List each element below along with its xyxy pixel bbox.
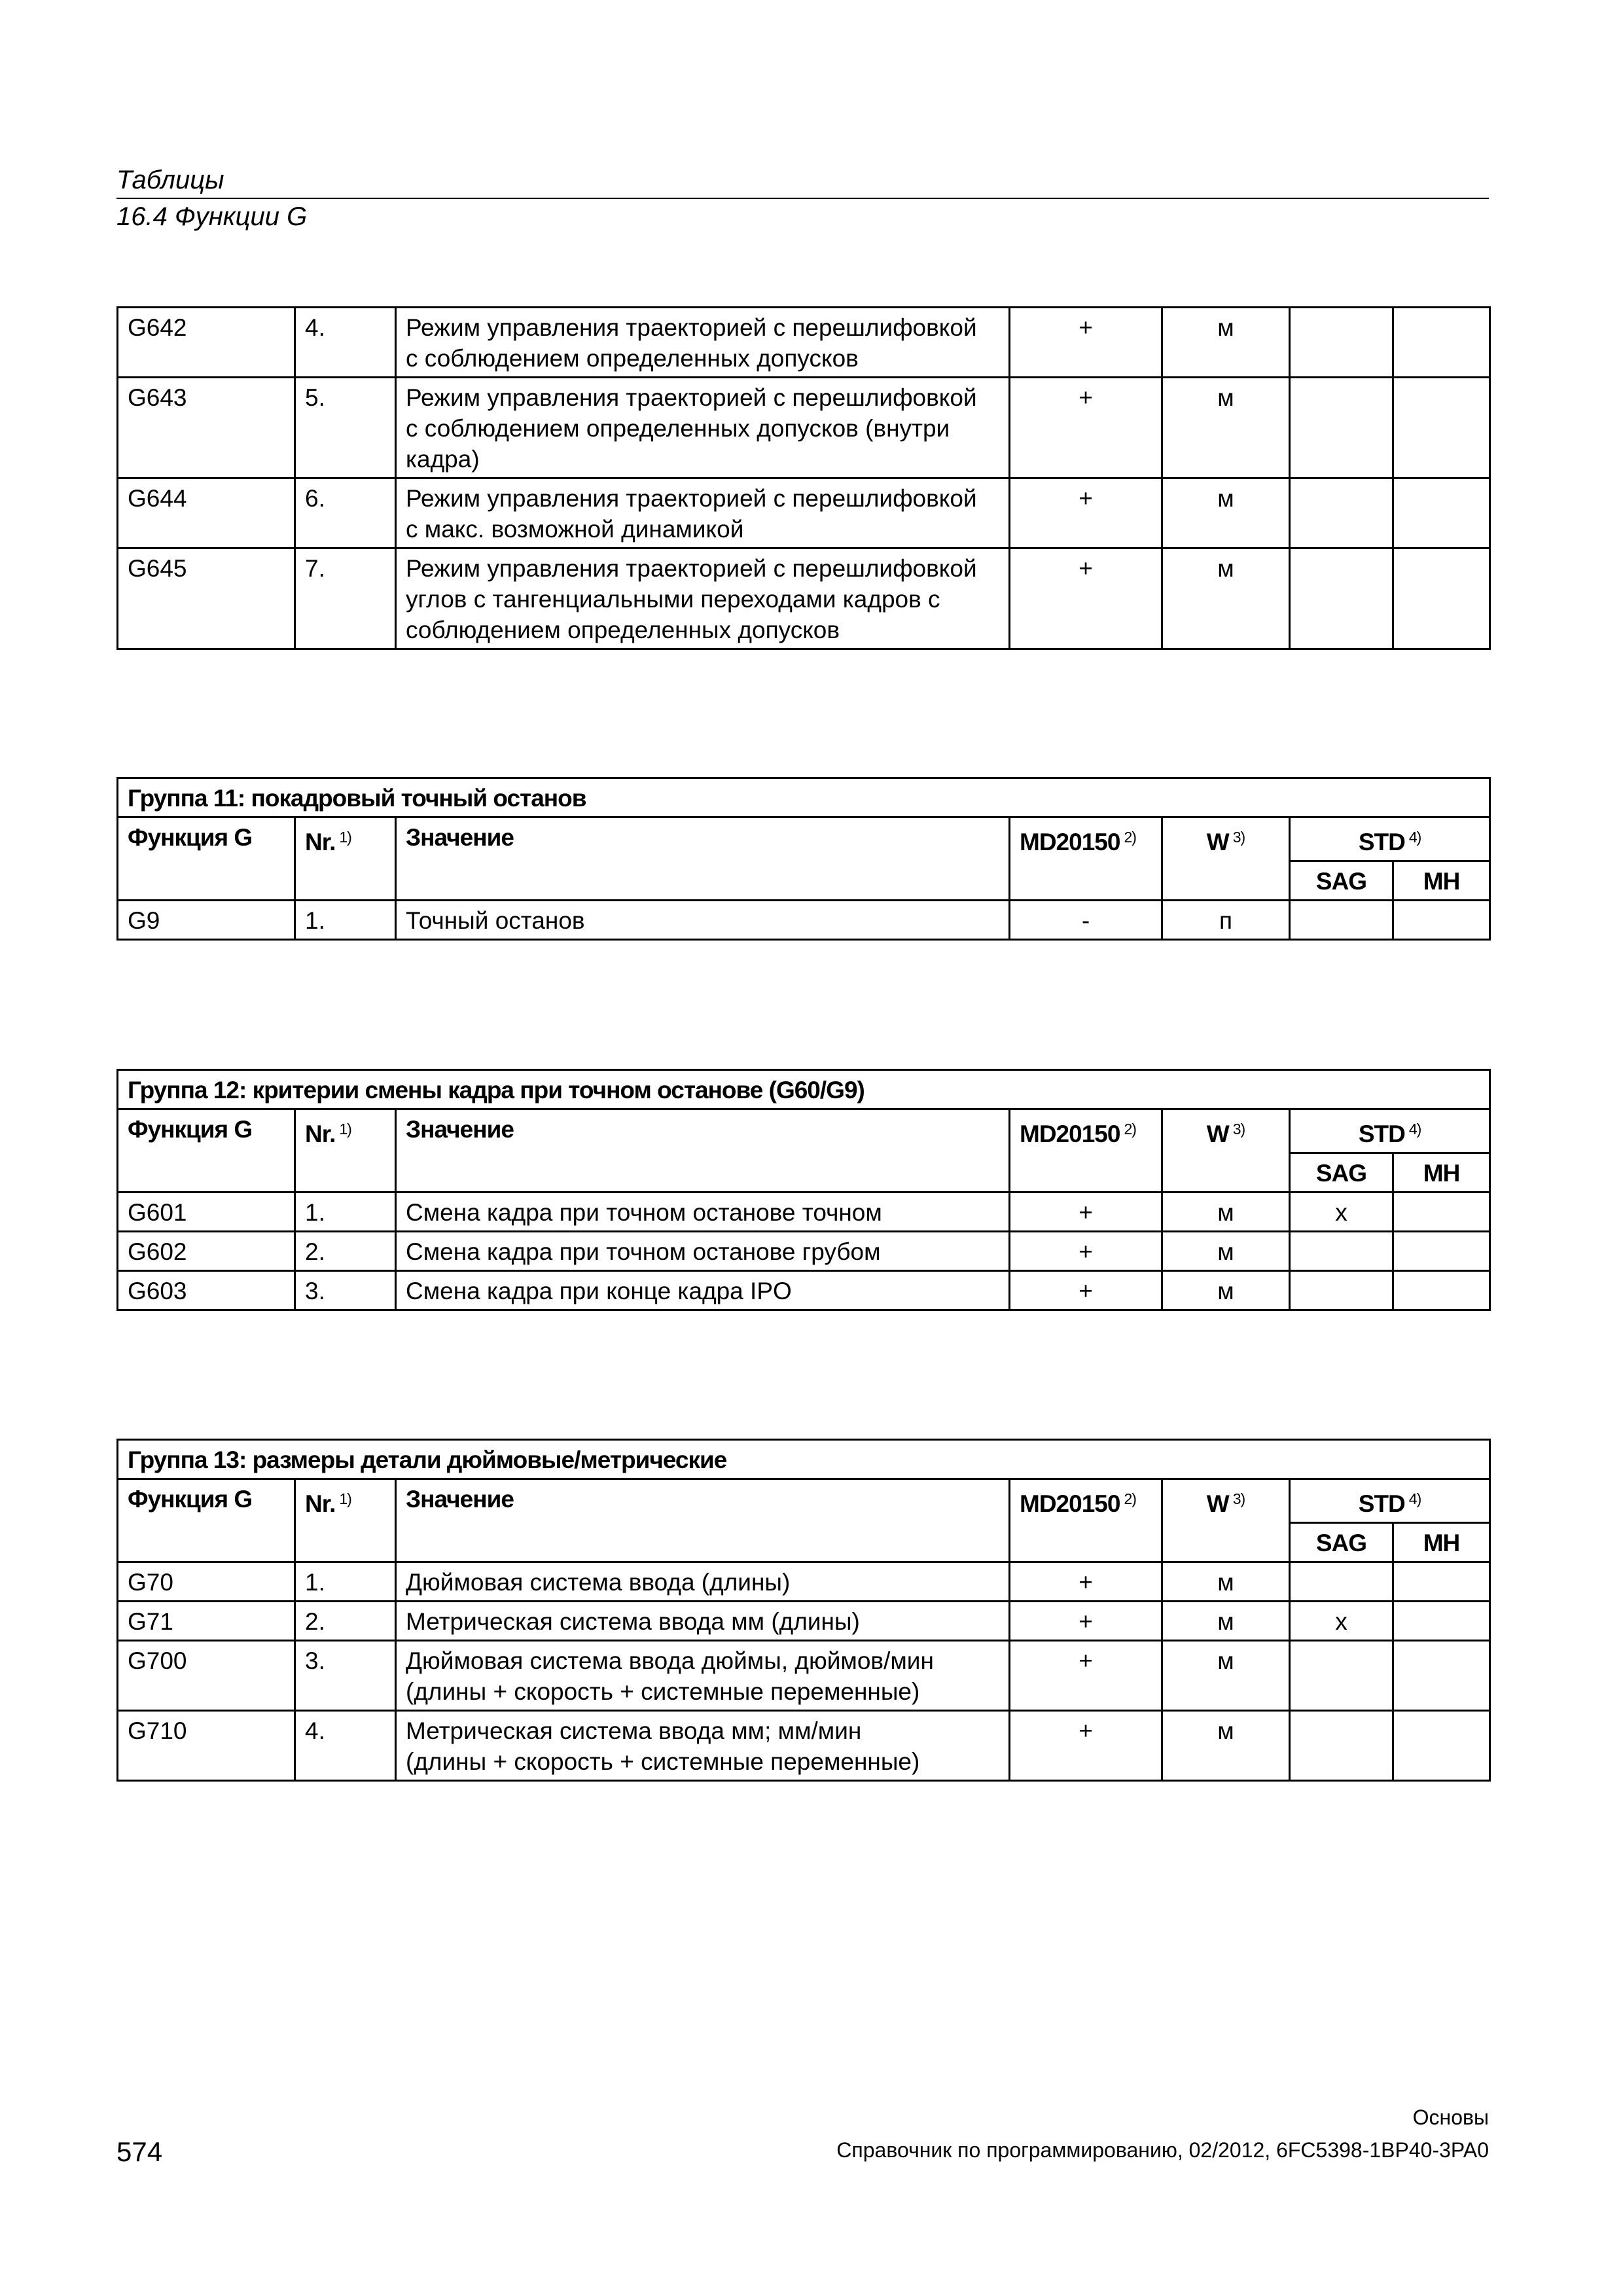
cell-w: м — [1162, 548, 1290, 649]
header-sag: SAG — [1290, 861, 1393, 901]
cell-mh — [1393, 378, 1490, 478]
cell-mh — [1393, 901, 1490, 940]
cell-value-line: с соблюдением определенных допусков (внутри — [406, 415, 950, 442]
header-nr — [295, 817, 396, 901]
group-title: Группа 13: размеры детали дюймовые/метрические — [118, 1440, 1490, 1479]
cell-nr: 4. — [295, 308, 396, 378]
table-continued — [116, 306, 1491, 650]
footer-doc-ref: Справочник по программированию, 02/2012, 6FC5398-1BP40-3PA0 — [836, 2138, 1489, 2162]
column-header-row — [118, 817, 1490, 861]
cell-mh — [1393, 1271, 1490, 1310]
cell-nr: 1. — [295, 901, 396, 940]
header-value — [396, 1109, 1010, 1193]
cell-w: м — [1162, 478, 1290, 548]
cell-md20150: + — [1010, 1271, 1162, 1310]
header-value-label: Значение — [406, 1116, 514, 1143]
header-nr-label: Nr. — [305, 1490, 336, 1517]
cell-value — [396, 1232, 1010, 1271]
cell-function: G9 — [118, 901, 295, 940]
cell-mh — [1393, 308, 1490, 378]
cell-w: м — [1162, 1641, 1290, 1711]
header-nr-footnote: 1) — [339, 1121, 351, 1138]
header-w-label: W — [1206, 1121, 1229, 1147]
cell-value-line: Смена кадра при точном останове точном — [406, 1199, 882, 1226]
cell-mh — [1393, 548, 1490, 649]
table-row — [118, 548, 1490, 649]
cell-function: G644 — [118, 478, 295, 548]
cell-sag — [1290, 1711, 1393, 1781]
cell-function: G603 — [118, 1271, 295, 1310]
header-w-footnote: 3) — [1232, 1490, 1245, 1507]
header-func — [118, 817, 295, 901]
cell-sag — [1290, 1232, 1393, 1271]
cell-sag — [1290, 548, 1393, 649]
cell-mh — [1393, 1562, 1490, 1602]
cell-value — [396, 1711, 1010, 1781]
cell-nr: 1. — [295, 1562, 396, 1602]
cell-value — [396, 378, 1010, 478]
cell-nr: 2. — [295, 1232, 396, 1271]
cell-w: м — [1162, 1602, 1290, 1641]
cell-sag — [1290, 1271, 1393, 1310]
cell-mh — [1393, 1232, 1490, 1271]
header-md-footnote: 2) — [1124, 829, 1136, 846]
page-header — [116, 162, 1489, 234]
header-md-footnote: 2) — [1124, 1121, 1136, 1138]
cell-w: п — [1162, 901, 1290, 940]
cell-mh — [1393, 1641, 1490, 1711]
column-header-row — [118, 1109, 1490, 1153]
cell-md20150: + — [1010, 548, 1162, 649]
header-md-label: MD20150 — [1020, 1490, 1120, 1517]
cell-function: G642 — [118, 308, 295, 378]
header-w-label: W — [1206, 1490, 1229, 1517]
cell-value — [396, 1641, 1010, 1711]
header-md-label: MD20150 — [1020, 1121, 1120, 1147]
cell-value-line: Режим управления траекторией с перешлифовкой — [406, 555, 977, 582]
group-title-row — [118, 1440, 1490, 1479]
table-row — [118, 1711, 1490, 1781]
cell-md20150: + — [1010, 1193, 1162, 1232]
header-w-label: W — [1206, 829, 1229, 855]
header-mh: MH — [1393, 1523, 1490, 1562]
cell-md20150: + — [1010, 478, 1162, 548]
cell-function: G601 — [118, 1193, 295, 1232]
cell-value — [396, 1193, 1010, 1232]
header-std — [1290, 1479, 1490, 1523]
cell-value — [396, 308, 1010, 378]
table-row — [118, 1602, 1490, 1641]
cell-value-line: Точный останов — [406, 907, 585, 934]
cell-w: м — [1162, 378, 1290, 478]
section-title: 16.4 Функции G — [116, 202, 308, 231]
header-func-label: Функция G — [128, 824, 253, 851]
table-group-13 — [116, 1439, 1491, 1782]
header-md — [1010, 1479, 1162, 1562]
page-number: 574 — [116, 2136, 163, 2167]
cell-value-line: Метрическая система ввода мм (длины) — [406, 1608, 860, 1635]
cell-md20150: + — [1010, 1641, 1162, 1711]
cell-w: м — [1162, 1232, 1290, 1271]
cell-value — [396, 901, 1010, 940]
header-nr — [295, 1109, 396, 1193]
header-w-footnote: 3) — [1232, 1121, 1245, 1138]
cell-w: м — [1162, 1562, 1290, 1602]
header-md — [1010, 1109, 1162, 1193]
cell-sag — [1290, 1641, 1393, 1711]
header-nr-footnote: 1) — [339, 1490, 351, 1507]
table-row — [118, 378, 1490, 478]
column-header-row — [118, 1479, 1490, 1523]
cell-value — [396, 1271, 1010, 1310]
cell-value-line: Дюймовая система ввода дюймы, дюймов/мин — [406, 1647, 934, 1674]
cell-nr: 3. — [295, 1271, 396, 1310]
table-row — [118, 1641, 1490, 1711]
header-w — [1162, 817, 1290, 901]
cell-mh — [1393, 1602, 1490, 1641]
cell-sag — [1290, 478, 1393, 548]
cell-md20150: + — [1010, 1562, 1162, 1602]
header-mh: MH — [1393, 1153, 1490, 1193]
cell-value — [396, 548, 1010, 649]
header-func-label: Функция G — [128, 1486, 253, 1513]
header-md-footnote: 2) — [1124, 1490, 1136, 1507]
cell-mh — [1393, 1193, 1490, 1232]
group-title-row — [118, 1070, 1490, 1109]
table-row — [118, 478, 1490, 548]
cell-value-line: Дюймовая система ввода (длины) — [406, 1569, 791, 1596]
cell-value — [396, 478, 1010, 548]
cell-nr: 2. — [295, 1602, 396, 1641]
table-row — [118, 1232, 1490, 1271]
cell-w: м — [1162, 308, 1290, 378]
header-w — [1162, 1109, 1290, 1193]
header-func-label: Функция G — [128, 1116, 253, 1143]
table-row — [118, 1271, 1490, 1310]
cell-value-line: Режим управления траекторией с перешлифовкой — [406, 384, 977, 411]
header-std-footnote: 4) — [1408, 1490, 1421, 1507]
header-std — [1290, 817, 1490, 861]
footer-doc-info — [836, 2101, 1489, 2166]
header-value — [396, 1479, 1010, 1562]
group-title: Группа 12: критерии смены кадра при точном останове (G60/G9) — [118, 1070, 1490, 1109]
header-std-label: STD — [1358, 1121, 1405, 1147]
header-nr — [295, 1479, 396, 1562]
cell-md20150: + — [1010, 1602, 1162, 1641]
cell-sag: x — [1290, 1193, 1393, 1232]
header-std-label: STD — [1358, 1490, 1405, 1517]
header-w — [1162, 1479, 1290, 1562]
cell-function: G710 — [118, 1711, 295, 1781]
header-std-footnote: 4) — [1408, 1121, 1421, 1138]
cell-sag — [1290, 901, 1393, 940]
header-nr-label: Nr. — [305, 1121, 336, 1147]
cell-nr: 3. — [295, 1641, 396, 1711]
table-row — [118, 901, 1490, 940]
header-sag: SAG — [1290, 1523, 1393, 1562]
cell-sag — [1290, 1562, 1393, 1602]
cell-function: G71 — [118, 1602, 295, 1641]
cell-sag — [1290, 308, 1393, 378]
header-sag: SAG — [1290, 1153, 1393, 1193]
cell-w: м — [1162, 1271, 1290, 1310]
header-value-label: Значение — [406, 824, 514, 851]
chapter-title: Таблицы — [116, 166, 224, 194]
cell-w: м — [1162, 1193, 1290, 1232]
cell-nr: 7. — [295, 548, 396, 649]
header-mh: MH — [1393, 861, 1490, 901]
header-func — [118, 1109, 295, 1193]
cell-md20150: + — [1010, 1232, 1162, 1271]
cell-function: G645 — [118, 548, 295, 649]
cell-value — [396, 1562, 1010, 1602]
header-std-footnote: 4) — [1408, 829, 1421, 846]
cell-mh — [1393, 1711, 1490, 1781]
cell-value-line: Режим управления траекторией с перешлифовкой — [406, 485, 977, 512]
cell-function: G700 — [118, 1641, 295, 1711]
cell-nr: 5. — [295, 378, 396, 478]
cell-function: G643 — [118, 378, 295, 478]
cell-md20150: - — [1010, 901, 1162, 940]
cell-value-line: (длины + скорость + системные переменные) — [406, 1748, 920, 1775]
cell-function: G602 — [118, 1232, 295, 1271]
header-nr-footnote: 1) — [339, 829, 351, 846]
cell-md20150: + — [1010, 378, 1162, 478]
table-row — [118, 1562, 1490, 1602]
table-row — [118, 1193, 1490, 1232]
cell-function: G70 — [118, 1562, 295, 1602]
cell-value — [396, 1602, 1010, 1641]
header-std — [1290, 1109, 1490, 1153]
footer-doc-title: Основы — [1412, 2106, 1489, 2129]
table-row — [118, 308, 1490, 378]
cell-value-line: кадра) — [406, 446, 480, 473]
header-func — [118, 1479, 295, 1562]
header-nr-label: Nr. — [305, 829, 336, 855]
cell-mh — [1393, 478, 1490, 548]
group-title-row — [118, 778, 1490, 817]
cell-nr: 4. — [295, 1711, 396, 1781]
table-group-12 — [116, 1069, 1491, 1311]
cell-value-line: с макс. возможной динамикой — [406, 516, 744, 543]
header-w-footnote: 3) — [1232, 829, 1245, 846]
header-value — [396, 817, 1010, 901]
table-group-11 — [116, 777, 1491, 941]
cell-sag: x — [1290, 1602, 1393, 1641]
cell-md20150: + — [1010, 1711, 1162, 1781]
cell-value-line: Смена кадра при точном останове грубом — [406, 1238, 881, 1265]
group-title: Группа 11: покадровый точный останов — [118, 778, 1490, 817]
cell-md20150: + — [1010, 308, 1162, 378]
cell-value-line: с соблюдением определенных допусков — [406, 345, 859, 372]
header-md-label: MD20150 — [1020, 829, 1120, 855]
cell-nr: 6. — [295, 478, 396, 548]
cell-w: м — [1162, 1711, 1290, 1781]
cell-value-line: соблюдением определенных допусков — [406, 617, 840, 643]
cell-value-line: Метрическая система ввода мм; мм/мин — [406, 1717, 862, 1744]
cell-nr: 1. — [295, 1193, 396, 1232]
header-value-label: Значение — [406, 1486, 514, 1513]
header-std-label: STD — [1358, 829, 1405, 855]
cell-sag — [1290, 378, 1393, 478]
cell-value-line: (длины + скорость + системные переменные) — [406, 1678, 920, 1705]
cell-value-line: углов с тангенциальными переходами кадров с — [406, 586, 940, 613]
cell-value-line: Режим управления траекторией с перешлифовкой — [406, 314, 977, 341]
cell-value-line: Смена кадра при конце кадра IPO — [406, 1278, 792, 1304]
header-md — [1010, 817, 1162, 901]
